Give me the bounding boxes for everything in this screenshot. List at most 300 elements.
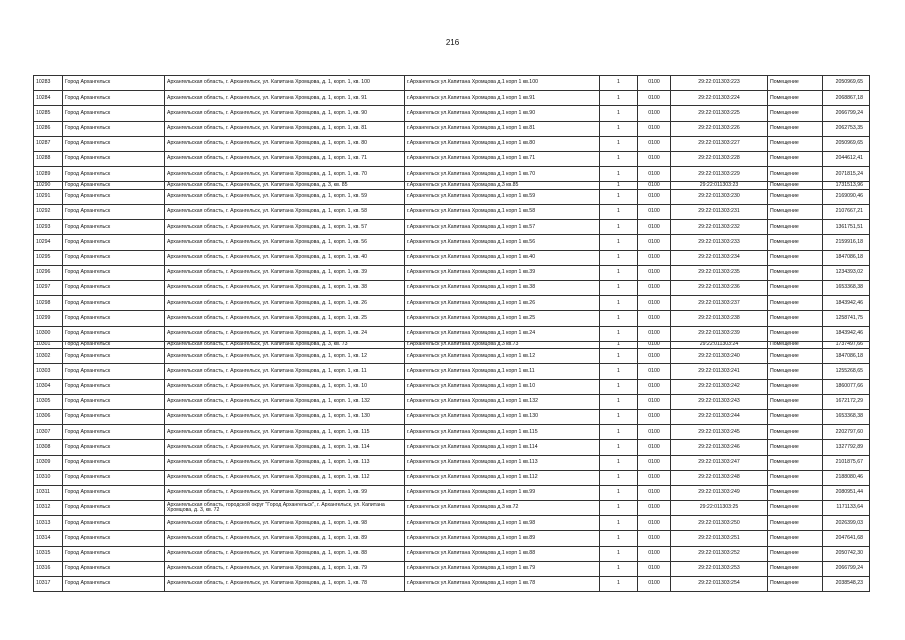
count-cell: 1 (600, 516, 638, 531)
city-cell: Город Архангельск (63, 501, 165, 516)
table-row (34, 470, 870, 485)
object-type-cell: Помещение (768, 394, 823, 409)
code-cell: 0100 (638, 121, 671, 136)
cadastral-number-cell: 29:22:011303:253 (671, 561, 768, 576)
cadastral-number-cell: 29:22:011303:250 (671, 516, 768, 531)
count-cell: 1 (600, 136, 638, 151)
object-type-cell: Помещение (768, 296, 823, 311)
count-cell: 1 (600, 546, 638, 561)
code-cell: 0100 (638, 379, 671, 394)
city-cell: Город Архангельск (63, 235, 165, 250)
full-address-cell: Архангельская область, г. Архангельск, ул. Капитана Хромцова, д. 1, корп. 1, кв. 78 (165, 577, 405, 592)
city-cell: Город Архангельск (63, 349, 165, 364)
full-address-cell: Архангельская область, г. Архангельск, ул. Капитана Хромцова, д. 1, корп. 1, кв. 99 (165, 485, 405, 500)
object-type-cell: Помещение (768, 250, 823, 265)
cadastral-cost-cell: 1737497,66 (823, 341, 870, 349)
cadastral-number-cell: 29:22:011303:244 (671, 409, 768, 424)
count-cell: 1 (600, 485, 638, 500)
table-row (34, 341, 870, 349)
object-type-cell: Помещение (768, 205, 823, 220)
full-address-cell: Архангельская область, г. Архангельск, ул. Капитана Хромцова, д. 1, корп. 1, кв. 89 (165, 531, 405, 546)
city-cell: Город Архангельск (63, 364, 165, 379)
cadastral-cost-cell: 2071815,24 (823, 167, 870, 182)
short-address-cell: г.Архангельск ул.Капитана Хромцова д.1 корп 1 кв.130 (405, 409, 600, 424)
cadastral-cost-cell: 2050969,65 (823, 76, 870, 91)
count-cell: 1 (600, 189, 638, 204)
object-type-cell: Помещение (768, 121, 823, 136)
cadastral-number-cell: 29:22:011303:227 (671, 136, 768, 151)
short-address-cell: г.Архангельск ул.Капитана Хромцова д.3 кв.73 (405, 341, 600, 349)
cadastral-number-cell: 29:22:011303:251 (671, 531, 768, 546)
code-cell: 0100 (638, 364, 671, 379)
city-cell: Город Архангельск (63, 250, 165, 265)
cadastral-cost-cell: 1234393,02 (823, 265, 870, 280)
row-number-cell: 10292 (34, 205, 63, 220)
row-number-cell: 10284 (34, 91, 63, 106)
full-address-cell: Архангельская область, г. Архангельск, ул. Капитана Хромцова, д. 1, корп. 1, кв. 12 (165, 349, 405, 364)
table-row (34, 91, 870, 106)
cadastral-cost-cell: 1327792,89 (823, 440, 870, 455)
count-cell: 1 (600, 296, 638, 311)
short-address-cell: г.Архангельск ул.Капитана Хромцова д.1 корп 1 кв.24 (405, 326, 600, 341)
table-row (34, 220, 870, 235)
cadastral-number-cell: 29:22:011303:241 (671, 364, 768, 379)
cadastral-cost-cell: 2050742,30 (823, 546, 870, 561)
full-address-cell: Архангельская область, г. Архангельск, ул. Капитана Хромцова, д. 1, корп. 1, кв. 115 (165, 425, 405, 440)
cadastral-cost-cell: 1672172,29 (823, 394, 870, 409)
cadastral-number-cell: 29:22:011303:235 (671, 265, 768, 280)
cadastral-number-cell: 29:22:011303:252 (671, 546, 768, 561)
code-cell: 0100 (638, 341, 671, 349)
full-address-cell: Архангельская область, г. Архангельск, ул. Капитана Хромцова, д. 1, корп. 1, кв. 114 (165, 440, 405, 455)
city-cell: Город Архангельск (63, 546, 165, 561)
full-address-cell: Архангельская область, г. Архангельск, ул. Капитана Хромцова, д. 1, корп. 1, кв. 10 (165, 379, 405, 394)
cadastral-number-cell: 29:22:011303:249 (671, 485, 768, 500)
code-cell: 0100 (638, 311, 671, 326)
object-type-cell: Помещение (768, 577, 823, 592)
row-number-cell: 10289 (34, 167, 63, 182)
cadastral-number-cell: 29:22:011303:228 (671, 151, 768, 166)
full-address-cell: Архангельская область, г. Архангельск, ул. Капитана Хромцова, д. 1, корп. 1, кв. 113 (165, 455, 405, 470)
object-type-cell: Помещение (768, 531, 823, 546)
object-type-cell: Помещение (768, 409, 823, 424)
table-row (34, 167, 870, 182)
code-cell: 0100 (638, 349, 671, 364)
full-address-cell: Архангельская область, г. Архангельск, ул. Капитана Хромцова, д. 1, корп. 1, кв. 98 (165, 516, 405, 531)
count-cell: 1 (600, 265, 638, 280)
code-cell: 0100 (638, 250, 671, 265)
short-address-cell: г.Архангельск ул.Капитана Хромцова д.1 корп 1 кв.39 (405, 265, 600, 280)
full-address-cell: Архангельская область, г. Архангельск, ул. Капитана Хромцова, д. 1, корп. 1, кв. 56 (165, 235, 405, 250)
table-row (34, 182, 870, 190)
short-address-cell: г.Архангельск ул.Капитана Хромцова д.1 корп 1 кв.113 (405, 455, 600, 470)
object-type-cell: Помещение (768, 91, 823, 106)
row-number-cell: 10307 (34, 425, 63, 440)
full-address-cell: Архангельская область, г. Архангельск, ул. Капитана Хромцова, д. 1, корп. 1, кв. 39 (165, 265, 405, 280)
table-row (34, 151, 870, 166)
full-address-cell: Архангельская область, г. Архангельск, ул. Капитана Хромцова, д. 1, корп. 1, кв. 80 (165, 136, 405, 151)
code-cell: 0100 (638, 546, 671, 561)
full-address-cell: Архангельская область, г. Архангельск, ул. Капитана Хромцова, д. 1, корп. 1, кв. 38 (165, 280, 405, 295)
cadastral-cost-cell: 2202797,60 (823, 425, 870, 440)
short-address-cell: г.Архангельск ул.Капитана Хромцова д.1 корп 1 кв.132 (405, 394, 600, 409)
cadastral-number-cell: 29:22:011303:254 (671, 577, 768, 592)
object-type-cell: Помещение (768, 349, 823, 364)
object-type-cell: Помещение (768, 379, 823, 394)
cadastral-cost-cell: 2169090,46 (823, 189, 870, 204)
table-row (34, 349, 870, 364)
row-number-cell: 10312 (34, 501, 63, 516)
short-address-cell: г.Архангельск ул.Капитана Хромцова д.1 корп 1 кв.11 (405, 364, 600, 379)
city-cell: Город Архангельск (63, 106, 165, 121)
cadastral-cost-cell: 2159916,18 (823, 235, 870, 250)
row-number-cell: 10309 (34, 455, 63, 470)
code-cell: 0100 (638, 501, 671, 516)
cadastral-cost-cell: 1653368,38 (823, 280, 870, 295)
code-cell: 0100 (638, 136, 671, 151)
table-row (34, 280, 870, 295)
short-address-cell: г.Архангельск ул.Капитана Хромцова д.1 корп 1 кв.38 (405, 280, 600, 295)
table-row (34, 136, 870, 151)
row-number-cell: 10314 (34, 531, 63, 546)
table-row (34, 311, 870, 326)
row-number-cell: 10317 (34, 577, 63, 592)
city-cell: Город Архангельск (63, 379, 165, 394)
full-address-cell: Архангельская область, г. Архангельск, ул. Капитана Хромцова, д. 1, корп. 1, кв. 24 (165, 326, 405, 341)
row-number-cell: 10290 (34, 182, 63, 190)
city-cell: Город Архангельск (63, 167, 165, 182)
code-cell: 0100 (638, 296, 671, 311)
object-type-cell: Помещение (768, 425, 823, 440)
object-type-cell: Помещение (768, 516, 823, 531)
table-row (34, 296, 870, 311)
code-cell: 0100 (638, 76, 671, 91)
short-address-cell: г.Архангельск ул.Капитана Хромцова д.3 кв.85 (405, 182, 600, 190)
cadastral-number-cell: 29:22:011303:243 (671, 394, 768, 409)
short-address-cell: г.Архангельск ул.Капитана Хромцова д.1 корп 1 кв.88 (405, 546, 600, 561)
row-number-cell: 10297 (34, 280, 63, 295)
code-cell: 0100 (638, 167, 671, 182)
object-type-cell: Помещение (768, 326, 823, 341)
count-cell: 1 (600, 561, 638, 576)
code-cell: 0100 (638, 106, 671, 121)
short-address-cell: г.Архангельск ул.Капитана Хромцова д.1 корп 1 кв.40 (405, 250, 600, 265)
cadastral-cost-cell: 2044612,41 (823, 151, 870, 166)
count-cell: 1 (600, 182, 638, 190)
object-type-cell: Помещение (768, 501, 823, 516)
code-cell: 0100 (638, 455, 671, 470)
full-address-cell: Архангельская область, г. Архангельск, ул. Капитана Хромцова, д. 1, корп. 1, кв. 70 (165, 167, 405, 182)
city-cell: Город Архангельск (63, 531, 165, 546)
city-cell: Город Архангельск (63, 280, 165, 295)
full-address-cell: Архангельская область, г. Архангельск, ул. Капитана Хромцова, д. 1, корп. 1, кв. 88 (165, 546, 405, 561)
city-cell: Город Архангельск (63, 121, 165, 136)
code-cell: 0100 (638, 577, 671, 592)
object-type-cell: Помещение (768, 182, 823, 190)
count-cell: 1 (600, 349, 638, 364)
count-cell: 1 (600, 364, 638, 379)
code-cell: 0100 (638, 531, 671, 546)
cadastral-number-cell: 29:22:011303:233 (671, 235, 768, 250)
cadastral-cost-cell: 2062753,35 (823, 121, 870, 136)
code-cell: 0100 (638, 516, 671, 531)
object-type-cell: Помещение (768, 455, 823, 470)
cadastral-number-cell: 29:22:011303:230 (671, 189, 768, 204)
short-address-cell: г.Архангельск ул.Капитана Хромцова д.1 корп 1 кв.58 (405, 205, 600, 220)
short-address-cell: г.Архангельск ул.Капитана Хромцова д.1 корп 1 кв.91 (405, 91, 600, 106)
object-type-cell: Помещение (768, 485, 823, 500)
cadastral-cost-cell: 1860077,66 (823, 379, 870, 394)
table-row (34, 455, 870, 470)
cadastral-cost-cell: 2101875,67 (823, 455, 870, 470)
count-cell: 1 (600, 91, 638, 106)
code-cell: 0100 (638, 394, 671, 409)
row-number-cell: 10286 (34, 121, 63, 136)
count-cell: 1 (600, 76, 638, 91)
object-type-cell: Помещение (768, 280, 823, 295)
count-cell: 1 (600, 470, 638, 485)
full-address-cell: Архангельская область, г. Архангельск, ул. Капитана Хромцова, д. 1, корп. 1, кв. 90 (165, 106, 405, 121)
short-address-cell: г.Архангельск ул.Капитана Хромцова д.1 корп 1 кв.70 (405, 167, 600, 182)
row-number-cell: 10287 (34, 136, 63, 151)
short-address-cell: г.Архангельск ул.Капитана Хромцова д.1 корп 1 кв.26 (405, 296, 600, 311)
count-cell: 1 (600, 341, 638, 349)
table-row (34, 265, 870, 280)
city-cell: Город Архангельск (63, 151, 165, 166)
short-address-cell: г.Архангельск ул.Капитана Хромцова д.1 корп 1 кв.115 (405, 425, 600, 440)
table-row (34, 379, 870, 394)
count-cell: 1 (600, 205, 638, 220)
row-number-cell: 10313 (34, 516, 63, 531)
cadastral-number-cell: 29:22:011303:246 (671, 440, 768, 455)
cadastral-cost-cell: 1255268,65 (823, 364, 870, 379)
full-address-cell: Архангельская область, г. Архангельск, ул. Капитана Хромцова, д. 1, корп. 1, кв. 40 (165, 250, 405, 265)
short-address-cell: г.Архангельск ул.Капитана Хромцова д.1 корп 1 кв.114 (405, 440, 600, 455)
count-cell: 1 (600, 577, 638, 592)
code-cell: 0100 (638, 326, 671, 341)
row-number-cell: 10305 (34, 394, 63, 409)
table-row (34, 561, 870, 576)
object-type-cell: Помещение (768, 220, 823, 235)
object-type-cell: Помещение (768, 470, 823, 485)
full-address-cell: Архангельская область, г. Архангельск, ул. Капитана Хромцова, д. 1, корп. 1, кв. 71 (165, 151, 405, 166)
code-cell: 0100 (638, 440, 671, 455)
full-address-cell: Архангельская область, г. Архангельск, ул. Капитана Хромцова, д. 3, кв. 73 (165, 341, 405, 349)
table-row (34, 364, 870, 379)
cadastral-number-cell: 29:22:011303:223 (671, 76, 768, 91)
code-cell: 0100 (638, 189, 671, 204)
short-address-cell: г.Архангельск ул.Капитана Хромцова д.1 корп 1 кв.90 (405, 106, 600, 121)
row-number-cell: 10283 (34, 76, 63, 91)
table-row (34, 516, 870, 531)
code-cell: 0100 (638, 409, 671, 424)
short-address-cell: г.Архангельск ул.Капитана Хромцова д.3 кв.72 (405, 501, 600, 516)
cadastral-cost-cell: 2047641,68 (823, 531, 870, 546)
object-type-cell: Помещение (768, 167, 823, 182)
cadastral-cost-cell: 1731513,96 (823, 182, 870, 190)
row-number-cell: 10303 (34, 364, 63, 379)
table-row (34, 440, 870, 455)
city-cell: Город Архангельск (63, 182, 165, 190)
code-cell: 0100 (638, 485, 671, 500)
full-address-cell: Архангельская область, г. Архангельск, ул. Капитана Хромцова, д. 3, кв. 85 (165, 182, 405, 190)
row-number-cell: 10315 (34, 546, 63, 561)
city-cell: Город Архангельск (63, 409, 165, 424)
row-number-cell: 10288 (34, 151, 63, 166)
count-cell: 1 (600, 280, 638, 295)
table-row (34, 205, 870, 220)
cadastral-number-cell: 29:22:011303:226 (671, 121, 768, 136)
cadastral-number-cell: 29:22:011303:239 (671, 326, 768, 341)
object-type-cell: Помещение (768, 265, 823, 280)
count-cell: 1 (600, 425, 638, 440)
count-cell: 1 (600, 167, 638, 182)
city-cell: Город Архангельск (63, 91, 165, 106)
code-cell: 0100 (638, 235, 671, 250)
cadastral-number-cell: 29:22:011303:23 (671, 182, 768, 190)
row-number-cell: 10291 (34, 189, 63, 204)
full-address-cell: Архангельская область, г. Архангельск, ул. Капитана Хромцова, д. 1, корп. 1, кв. 59 (165, 189, 405, 204)
row-number-cell: 10299 (34, 311, 63, 326)
code-cell: 0100 (638, 265, 671, 280)
short-address-cell: г.Архангельск ул.Капитана Хромцова д.1 корп 1 кв.79 (405, 561, 600, 576)
cadastral-number-cell: 29:22:011303:231 (671, 205, 768, 220)
city-cell: Город Архангельск (63, 440, 165, 455)
object-type-cell: Помещение (768, 561, 823, 576)
full-address-cell: Архангельская область, городской округ "Город Архангельск", г. Архангельск, ул. Капитана Хромцова, д. 3, кв. 72 (165, 501, 405, 516)
code-cell: 0100 (638, 425, 671, 440)
city-cell: Город Архангельск (63, 220, 165, 235)
cadastral-cost-cell: 1171133,64 (823, 501, 870, 516)
code-cell: 0100 (638, 91, 671, 106)
short-address-cell: г.Архангельск ул.Капитана Хромцова д.1 корп 1 кв.81 (405, 121, 600, 136)
full-address-cell: Архангельская область, г. Архангельск, ул. Капитана Хромцова, д. 1, корп. 1, кв. 25 (165, 311, 405, 326)
cadastral-number-cell: 29:22:011303:25 (671, 501, 768, 516)
cadastral-number-cell: 29:22:011303:234 (671, 250, 768, 265)
city-cell: Город Архангельск (63, 394, 165, 409)
short-address-cell: г.Архангельск ул.Капитана Хромцова д.1 корп 1 кв.98 (405, 516, 600, 531)
object-type-cell: Помещение (768, 440, 823, 455)
full-address-cell: Архангельская область, г. Архангельск, ул. Капитана Хромцова, д. 1, корп. 1, кв. 100 (165, 76, 405, 91)
count-cell: 1 (600, 394, 638, 409)
city-cell: Город Архангельск (63, 485, 165, 500)
short-address-cell: г.Архангельск ул.Капитана Хромцова д.1 корп 1 кв.99 (405, 485, 600, 500)
object-type-cell: Помещение (768, 364, 823, 379)
count-cell: 1 (600, 379, 638, 394)
count-cell: 1 (600, 106, 638, 121)
short-address-cell: г.Архангельск ул.Капитана Хромцова д.1 корп 1 кв.12 (405, 349, 600, 364)
table-row (34, 485, 870, 500)
table-row (34, 546, 870, 561)
count-cell: 1 (600, 409, 638, 424)
short-address-cell: г.Архангельск ул.Капитана Хромцова д.1 корп 1 кв.112 (405, 470, 600, 485)
cadastral-cost-cell: 1843942,46 (823, 296, 870, 311)
count-cell: 1 (600, 121, 638, 136)
cadastral-number-cell: 29:22:011303:238 (671, 311, 768, 326)
full-address-cell: Архангельская область, г. Архангельск, ул. Капитана Хромцова, д. 1, корп. 1, кв. 81 (165, 121, 405, 136)
city-cell: Город Архангельск (63, 455, 165, 470)
count-cell: 1 (600, 501, 638, 516)
count-cell: 1 (600, 250, 638, 265)
row-number-cell: 10296 (34, 265, 63, 280)
code-cell: 0100 (638, 561, 671, 576)
full-address-cell: Архангельская область, г. Архангельск, ул. Капитана Хромцова, д. 1, корп. 1, кв. 11 (165, 364, 405, 379)
full-address-cell: Архангельская область, г. Архангельск, ул. Капитана Хромцова, д. 1, корп. 1, кв. 130 (165, 409, 405, 424)
row-number-cell: 10308 (34, 440, 63, 455)
cadastral-number-cell: 29:22:011303:224 (671, 91, 768, 106)
cadastral-cost-cell: 1361751,51 (823, 220, 870, 235)
short-address-cell: г.Архангельск ул.Капитана Хромцова д.1 корп 1 кв.80 (405, 136, 600, 151)
row-number-cell: 10311 (34, 485, 63, 500)
row-number-cell: 10306 (34, 409, 63, 424)
object-type-cell: Помещение (768, 106, 823, 121)
city-cell: Город Архангельск (63, 516, 165, 531)
full-address-cell: Архангельская область, г. Архангельск, ул. Капитана Хромцова, д. 1, корп. 1, кв. 79 (165, 561, 405, 576)
cadastral-cost-cell: 2026399,03 (823, 516, 870, 531)
city-cell: Город Архангельск (63, 470, 165, 485)
cadastral-number-cell: 29:22:011303:229 (671, 167, 768, 182)
city-cell: Город Архангельск (63, 76, 165, 91)
short-address-cell: г.Архангельск ул.Капитана Хромцова д.1 корп 1 кв.56 (405, 235, 600, 250)
city-cell: Город Архангельск (63, 136, 165, 151)
row-number-cell: 10298 (34, 296, 63, 311)
row-number-cell: 10301 (34, 341, 63, 349)
table-row (34, 235, 870, 250)
short-address-cell: г.Архангельск ул.Капитана Хромцова д.1 корп 1 кв.100 (405, 76, 600, 91)
count-cell: 1 (600, 235, 638, 250)
row-number-cell: 10304 (34, 379, 63, 394)
count-cell: 1 (600, 311, 638, 326)
table-row (34, 409, 870, 424)
table-row (34, 531, 870, 546)
city-cell: Город Архангельск (63, 561, 165, 576)
cadastral-number-cell: 29:22:011303:24 (671, 341, 768, 349)
city-cell: Город Архангельск (63, 577, 165, 592)
table-row (34, 394, 870, 409)
code-cell: 0100 (638, 205, 671, 220)
table-row (34, 501, 870, 516)
count-cell: 1 (600, 440, 638, 455)
cadastral-cost-cell: 1258741,75 (823, 311, 870, 326)
page-number: 216 (445, 38, 460, 47)
object-type-cell: Помещение (768, 341, 823, 349)
city-cell: Город Архангельск (63, 296, 165, 311)
table-row (34, 106, 870, 121)
object-type-cell: Помещение (768, 136, 823, 151)
short-address-cell: г.Архангельск ул.Капитана Хромцова д.1 корп 1 кв.89 (405, 531, 600, 546)
cadastral-number-cell: 29:22:011303:245 (671, 425, 768, 440)
object-type-cell: Помещение (768, 311, 823, 326)
table-row (34, 577, 870, 592)
cadastral-cost-cell: 2188080,46 (823, 470, 870, 485)
cadastral-number-cell: 29:22:011303:242 (671, 379, 768, 394)
table-row (34, 250, 870, 265)
cadastral-number-cell: 29:22:011303:236 (671, 280, 768, 295)
code-cell: 0100 (638, 280, 671, 295)
full-address-cell: Архангельская область, г. Архангельск, ул. Капитана Хромцова, д. 1, корп. 1, кв. 57 (165, 220, 405, 235)
cadastral-cost-cell: 1843942,46 (823, 326, 870, 341)
cadastral-number-cell: 29:22:011303:225 (671, 106, 768, 121)
row-number-cell: 10302 (34, 349, 63, 364)
cadastral-number-cell: 29:22:011303:247 (671, 455, 768, 470)
short-address-cell: г.Архангельск ул.Капитана Хромцова д.1 корп 1 кв.59 (405, 189, 600, 204)
short-address-cell: г.Архангельск ул.Капитана Хромцова д.1 корп 1 кв.25 (405, 311, 600, 326)
short-address-cell: г.Архангельск ул.Капитана Хромцова д.1 корп 1 кв.10 (405, 379, 600, 394)
cadastral-number-cell: 29:22:011303:232 (671, 220, 768, 235)
cadastral-cost-cell: 2107667,21 (823, 205, 870, 220)
count-cell: 1 (600, 220, 638, 235)
table-row (34, 326, 870, 341)
